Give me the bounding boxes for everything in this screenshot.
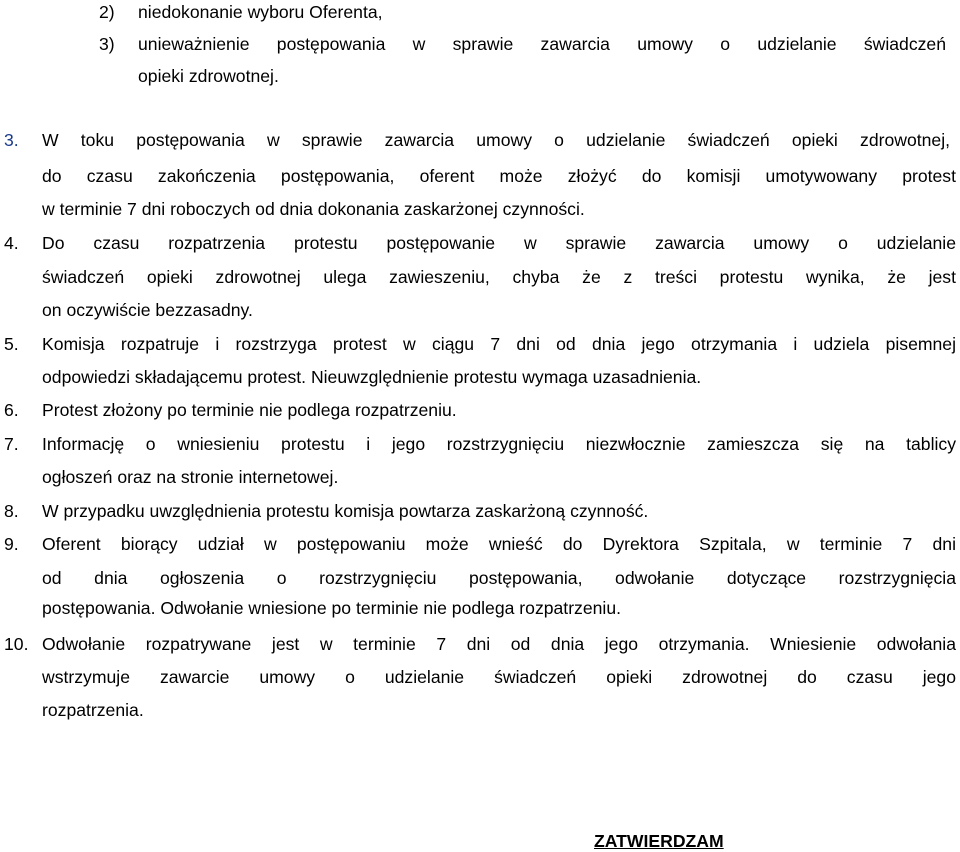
- item-text: odpowiedzi składającemu protest. Nieuwzględnienie protestu wymaga uzasadnienia.: [42, 367, 702, 387]
- item-number: 5.: [4, 334, 19, 354]
- sublist-text: opieki zdrowotnej.: [138, 66, 279, 86]
- item-number: 9.: [4, 534, 19, 554]
- item-text: on oczywiście bezzasadny.: [42, 300, 253, 320]
- item-text: Oferent biorący udział w postępowaniu może wnieść do Dyrektora Szpitala, w terminie 7 dni: [42, 534, 956, 554]
- item-number: 8.: [4, 501, 19, 521]
- item-text: postępowania. Odwołanie wniesione po terminie nie podlega rozpatrzeniu.: [42, 598, 622, 618]
- item-text: Informację o wniesieniu protestu i jego rozstrzygnięciu niezwłocznie zamieszcza się na tablicy: [42, 434, 956, 454]
- sublist-number: 3): [99, 34, 115, 54]
- item-text: Odwołanie rozpatrywane jest w terminie 7 dni od dnia jego otrzymania. Wniesienie odwołania: [42, 634, 956, 654]
- item-text: wstrzymuje zawarcie umowy o udzielanie świadczeń opieki zdrowotnej do czasu jego: [42, 667, 956, 687]
- item-number: 3.: [4, 130, 19, 150]
- item-text: Do czasu rozpatrzenia protestu postępowanie w sprawie zawarcia umowy o udzielanie: [42, 233, 956, 253]
- item-text: ogłoszeń oraz na stronie internetowej.: [42, 467, 339, 487]
- item-number: 10.: [4, 634, 29, 654]
- item-text: W przypadku uwzględnienia protestu komisja powtarza zaskarżoną czynność.: [42, 501, 649, 521]
- item-text: do czasu zakończenia postępowania, oferent może złożyć do komisji umotywowany protest: [42, 166, 956, 186]
- sublist-number: 2): [99, 2, 115, 22]
- item-number: 7.: [4, 434, 19, 454]
- item-text: świadczeń opieki zdrowotnej ulega zawieszeniu, chyba że z treści protestu wynika, że jest: [42, 267, 956, 287]
- approval-heading: ZATWIERDZAM: [594, 831, 724, 851]
- sublist-text: unieważnienie postępowania w sprawie zawarcia umowy o udzielanie świadczeń: [138, 34, 946, 54]
- item-text: Komisja rozpatruje i rozstrzyga protest w ciągu 7 dni od dnia jego otrzymania i udziela pisemnej: [42, 334, 956, 354]
- item-text: Protest złożony po terminie nie podlega rozpatrzeniu.: [42, 400, 457, 420]
- item-text: W toku postępowania w sprawie zawarcia umowy o udzielanie świadczeń opieki zdrowotnej,: [42, 130, 950, 150]
- item-number: 6.: [4, 400, 19, 420]
- item-text: rozpatrzenia.: [42, 700, 144, 720]
- item-text: w terminie 7 dni roboczych od dnia dokonania zaskarżonej czynności.: [42, 199, 585, 219]
- sublist-text: niedokonanie wyboru Oferenta,: [138, 2, 383, 22]
- item-text: od dnia ogłoszenia o rozstrzygnięciu postępowania, odwołanie dotyczące rozstrzygnięcia: [42, 568, 956, 588]
- item-number: 4.: [4, 233, 19, 253]
